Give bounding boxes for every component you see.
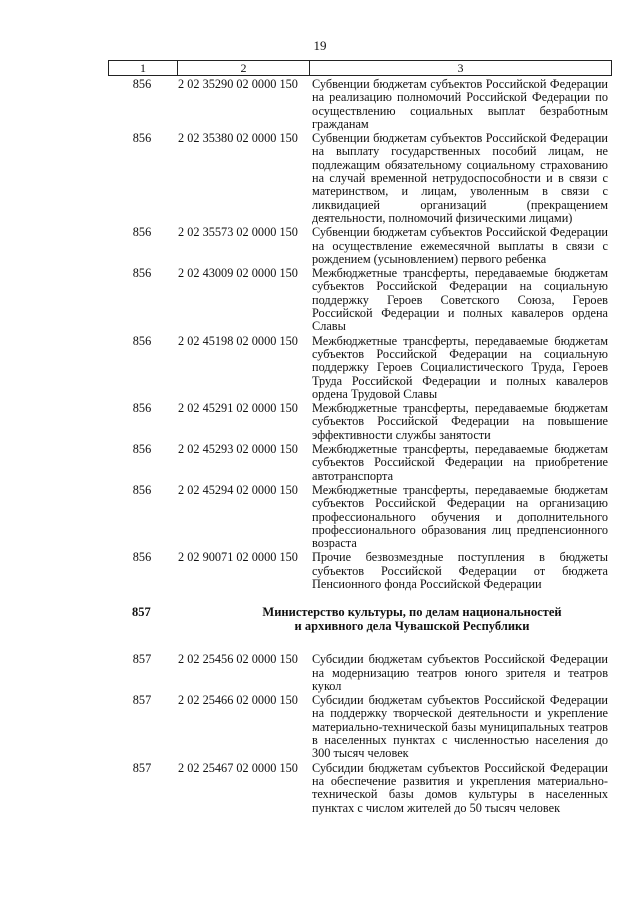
description-cell: Межбюджетные трансферты, передаваемые бюджетам субъектов Российской Федерации на организацию профессионального обучения и дополнительного профессионального образования лиц предпенсионного возраста <box>312 482 608 551</box>
table-row <box>108 484 612 550</box>
admin-code-cell: 857 <box>132 693 152 708</box>
description-cell: Субсидии бюджетам субъектов Российской Федерации на обеспечение развития и укрепления материально-технической базы домов культуры в населенных пунктах с числом жителей до 50 тысяч человек <box>312 760 608 815</box>
description-cell: Прочие безвозмездные поступления в бюджеты субъектов Российской Федерации от бюджета Пенсионного фонда Российской Федерации <box>312 550 608 591</box>
table-row <box>108 653 612 693</box>
description-cell: Межбюджетные трансферты, передаваемые бюджетам субъектов Российской Федерации на социальную поддержку Героев Социалистического Труда, Героев Труда Российской Федерации и полных кавалеров ордена Трудовой Славы <box>312 333 608 401</box>
admin-code-cell: 856 <box>132 77 152 91</box>
admin-code-cell: 856 <box>132 131 152 146</box>
admin-code-cell: 856 <box>132 401 152 416</box>
budget-code-cell: 2 02 25456 02 0000 150 <box>178 652 298 667</box>
budget-code-cell: 2 02 25466 02 0000 150 <box>178 693 298 708</box>
table-row <box>108 402 612 442</box>
admin-code-cell: 856 <box>132 482 152 497</box>
table-row <box>108 762 612 815</box>
budget-code-cell: 2 02 45198 02 0000 150 <box>178 333 298 348</box>
header-col-1: 1 <box>109 61 178 75</box>
budget-code-cell: 2 02 25467 02 0000 150 <box>178 760 298 775</box>
description-cell: Субвенции бюджетам субъектов Российской Федерации на осуществление ежемесячной выплаты в связи с рождением (усыновлением) первого ребенка <box>312 225 608 266</box>
table-body <box>108 78 612 816</box>
table-row <box>108 335 612 401</box>
admin-code-cell: 856 <box>132 333 152 348</box>
budget-code-cell: 2 02 35573 02 0000 150 <box>178 225 298 240</box>
table-row <box>108 226 612 266</box>
admin-code-cell: 856 <box>132 550 152 565</box>
budget-code-cell: 2 02 43009 02 0000 150 <box>178 266 298 281</box>
section-title-line-1: Министерство культуры, по делам национальностей <box>262 605 562 620</box>
header-col-2: 2 <box>178 61 310 75</box>
section-heading <box>108 605 612 633</box>
budget-code-cell: 2 02 45294 02 0000 150 <box>178 482 298 497</box>
budget-code-cell: 2 02 45291 02 0000 150 <box>178 401 298 416</box>
budget-code-cell: 2 02 35380 02 0000 150 <box>178 131 298 146</box>
table-row <box>108 132 612 225</box>
admin-code-cell: 857 <box>132 652 152 667</box>
budget-code-cell: 2 02 90071 02 0000 150 <box>178 550 298 565</box>
description-cell: Межбюджетные трансферты, передаваемые бюджетам субъектов Российской Федерации на приобретение автотранспорта <box>312 442 608 483</box>
description-cell: Субсидии бюджетам субъектов Российской Федерации на модернизацию театров юного зрителя и театров кукол <box>312 652 608 693</box>
description-cell: Межбюджетные трансферты, передаваемые бюджетам субъектов Российской Федерации на социальную поддержку Героев Советского Союза, Героев Российской Федерации и полных кавалеров ордена Славы <box>312 266 608 334</box>
table-row <box>108 551 612 591</box>
budget-code-cell: 2 02 45293 02 0000 150 <box>178 442 298 457</box>
description-cell: Субвенции бюджетам субъектов Российской Федерации на реализацию полномочий Российской Федерации по осуществлению социальных выплат безработным гражданам <box>312 77 608 131</box>
table-header <box>108 60 612 76</box>
table-row <box>108 267 612 333</box>
admin-code-cell: 856 <box>132 225 152 240</box>
budget-code-cell: 2 02 35290 02 0000 150 <box>178 77 298 91</box>
description-cell: Субсидии бюджетам субъектов Российской Федерации на поддержку творческой деятельности и укрепление материально-технической базы муниципальных театров в населенных пунктах с численностью населения до 300 тысяч человек <box>312 693 608 761</box>
table-row <box>108 694 612 760</box>
page-number: 19 <box>313 38 327 53</box>
header-col-3: 3 <box>457 61 464 75</box>
description-cell: Межбюджетные трансферты, передаваемые бюджетам субъектов Российской Федерации на повышение эффективности службы занятости <box>312 401 608 442</box>
section-title <box>172 605 612 633</box>
table-row <box>108 78 612 131</box>
admin-code-cell: 856 <box>132 266 152 281</box>
table-row <box>108 443 612 483</box>
admin-code-cell: 857 <box>132 760 152 775</box>
description-cell: Субвенции бюджетам субъектов Российской Федерации на выплату государственных пособий лицам, не подлежащим обязательному социальному страхованию на случай временной нетрудоспособности и в связи с материнством, и лицам, уволенным в связи с ликвидацией организаций (прекращением деятельности, полномочий физическими лицами) <box>312 131 608 225</box>
admin-code-cell: 856 <box>132 442 152 457</box>
section-admin-code: 857 <box>132 605 151 620</box>
section-title-line-2: и архивного дела Чувашской Республики <box>294 619 530 634</box>
